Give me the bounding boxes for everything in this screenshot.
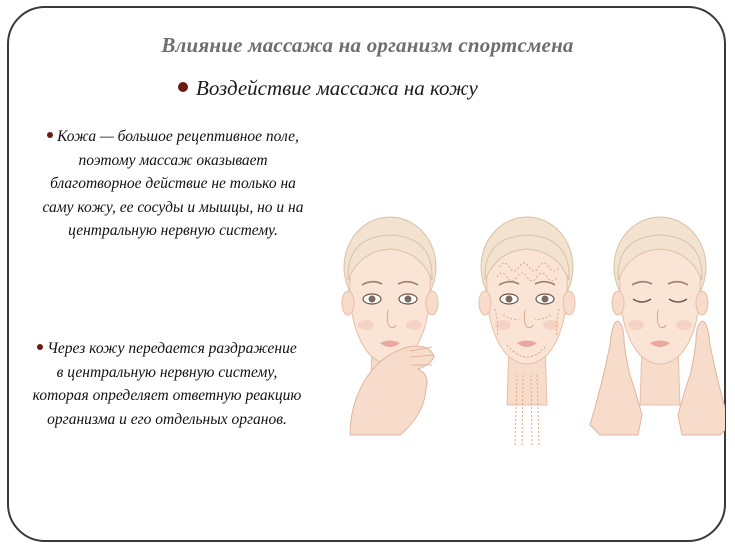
slide-subtitle [178, 76, 478, 101]
bullet-icon [178, 82, 188, 92]
face-center-massage-lines-illustration [479, 217, 575, 445]
face-massage-illustration [330, 205, 725, 470]
slide-title: Влияние массажа на организм спортсмена [161, 33, 574, 57]
paragraph-skin-receptive [38, 125, 308, 243]
bullet-icon [47, 132, 53, 138]
face-left-illustration [342, 217, 438, 435]
bullet-icon [37, 344, 43, 350]
paragraph-text: Через кожу передается раздражение в центральную нервную систему, которая определяет ответную реакцию организма и его отдельных органов. [32, 340, 302, 428]
subtitle-text: Воздействие массажа на кожу [196, 76, 478, 100]
paragraph-text: Кожа — большое рецептивное поле, поэтому массаж оказывает благотворное действие не только на саму кожу, ее сосуды и мышцы, но и на центральную нервную систему. [42, 128, 304, 240]
paragraph-irritation [32, 337, 302, 431]
face-right-illustration [590, 217, 725, 435]
